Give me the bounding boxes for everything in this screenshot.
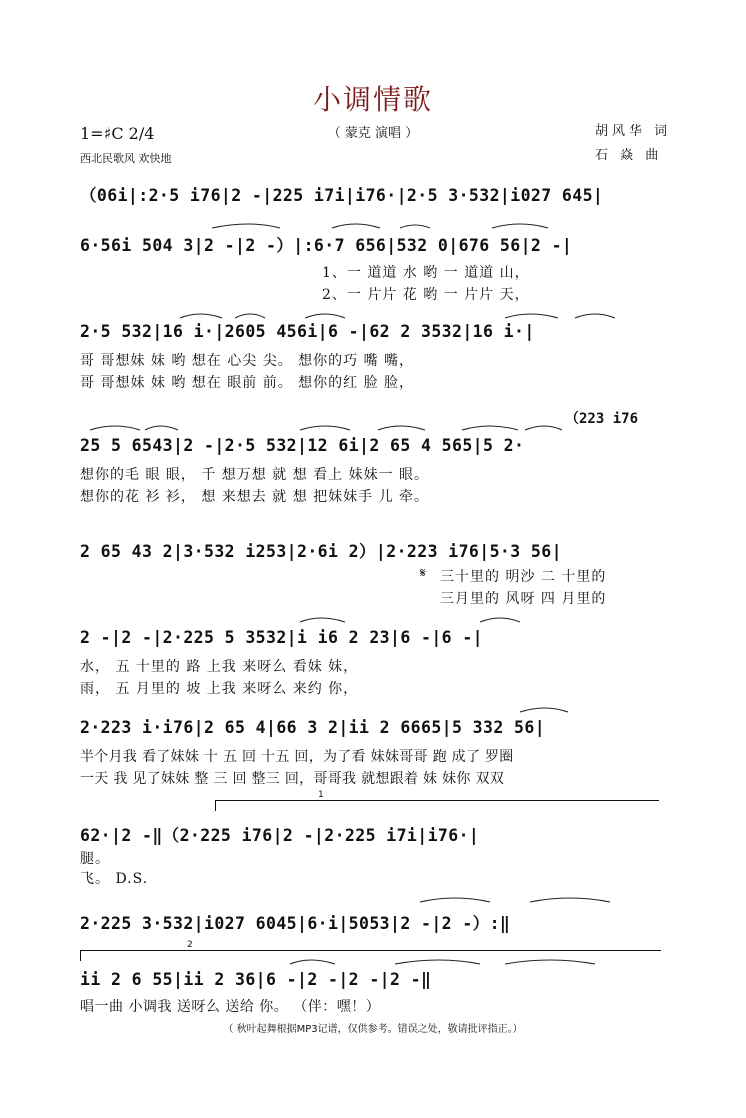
volta-bracket-1	[215, 790, 659, 811]
volta-label: 1	[318, 790, 324, 800]
lyricist-credit: 胡风华 词	[595, 124, 672, 139]
notation-line: 62·|2 -‖（2·225 i76|2 -|2·225 i7i|i76·|	[80, 826, 480, 845]
segno-sign: 𝄋	[420, 566, 426, 581]
lyric-line: 哥 哥想妹 妹 哟 想在 心尖 尖。 想你的巧 嘴 嘴，	[80, 353, 415, 369]
lyric-line: 半个月我 看了妹妹 十 五 回 十五 回，为了看 妹妹哥哥 跑 成了 罗圈	[80, 749, 514, 765]
singer-credit: （ 蒙克 演唱 ）	[327, 126, 419, 141]
notation-line: （06i|:2·5 i76|2 -|225 i7i|i76·|2·5 3·532|i027 645|	[80, 186, 604, 205]
lyric-line: 唱一曲 小调我 送呀么 送给 你。 （伴：嘿！）	[80, 999, 381, 1015]
lyric-line: 三月里的 风呀 四 月里的	[440, 591, 607, 607]
notation-line: 2·5 532|16 i·|2605 456i|6 -|62 2 3532|16 i·|	[80, 322, 535, 341]
notation-line: 2 65 43 2|3·532 i253|2·6i 2）|2·223 i76|5·3 56|	[80, 542, 562, 561]
lyric-line: 三十里的 明沙 二 十里的	[440, 569, 607, 585]
notation-line: ii 2 6 55|ii 2 36|6 -|2 -|2 -|2 -‖	[80, 970, 432, 989]
bridge-notation: （223 i76	[565, 411, 639, 427]
lyric-line: 水， 五 十里的 路 上我 来呀么 看妹 妹，	[80, 659, 359, 675]
lyric-line: 想你的毛 眼 眼， 千 想万想 就 想 看上 妹妹一 眼。	[80, 467, 430, 483]
notation-line: 6·56i 504 3|2 -|2 -）|:6·7 656|532 0|676 56|2 -|	[80, 236, 573, 255]
lyric-line: 1、一 道道 水 哟 一 道道 山，	[322, 265, 530, 281]
lyric-line: 一天 我 见了妹妹 整 三 回 整三 回，哥哥我 就想跟着 妹 妹你 双双	[80, 771, 505, 787]
style-marking: 西北民歌风 欢快地	[80, 152, 172, 165]
volta-label: 2	[187, 940, 193, 950]
lyric-line: 腿。	[80, 851, 110, 867]
notation-line: 2·223 i·i76|2 65 4|66 3 2|ii 2 6665|5 332 56|	[80, 718, 546, 737]
volta-bracket-2	[80, 940, 661, 961]
song-title: 小调情歌	[312, 83, 433, 116]
lyric-line: 哥 哥想妹 妹 哟 想在 眼前 前。 想你的红 脸 脸，	[80, 375, 415, 391]
notation-line: 25 5 6543|2 -|2·5 532|12 6i|2 65 4 565|5 2·	[80, 436, 525, 455]
lyric-line: 想你的花 衫 衫， 想 来想去 就 想 把妹妹手 儿 牵。	[80, 489, 430, 505]
lyric-line: 飞。 D.S.	[80, 871, 149, 887]
lyric-line: 2、一 片片 花 哟 一 片片 天，	[322, 287, 530, 303]
notation-line: 2 -|2 -|2·225 5 3532|i i6 2 23|6 -|6 -|	[80, 628, 484, 647]
footnote: （ 秋叶起舞根据MP3记谱，仅供参考。错误之处，敬请批评指正。）	[223, 1024, 523, 1035]
composer-credit: 石 焱 曲	[595, 148, 663, 163]
key-signature: 1=♯C 2/4	[80, 124, 155, 143]
lyric-line: 雨， 五 月里的 坡 上我 来呀么 来约 你，	[80, 681, 359, 697]
notation-line: 2·225 3·532|i027 6045|6·i|5053|2 -|2 -）:‖	[80, 914, 511, 933]
